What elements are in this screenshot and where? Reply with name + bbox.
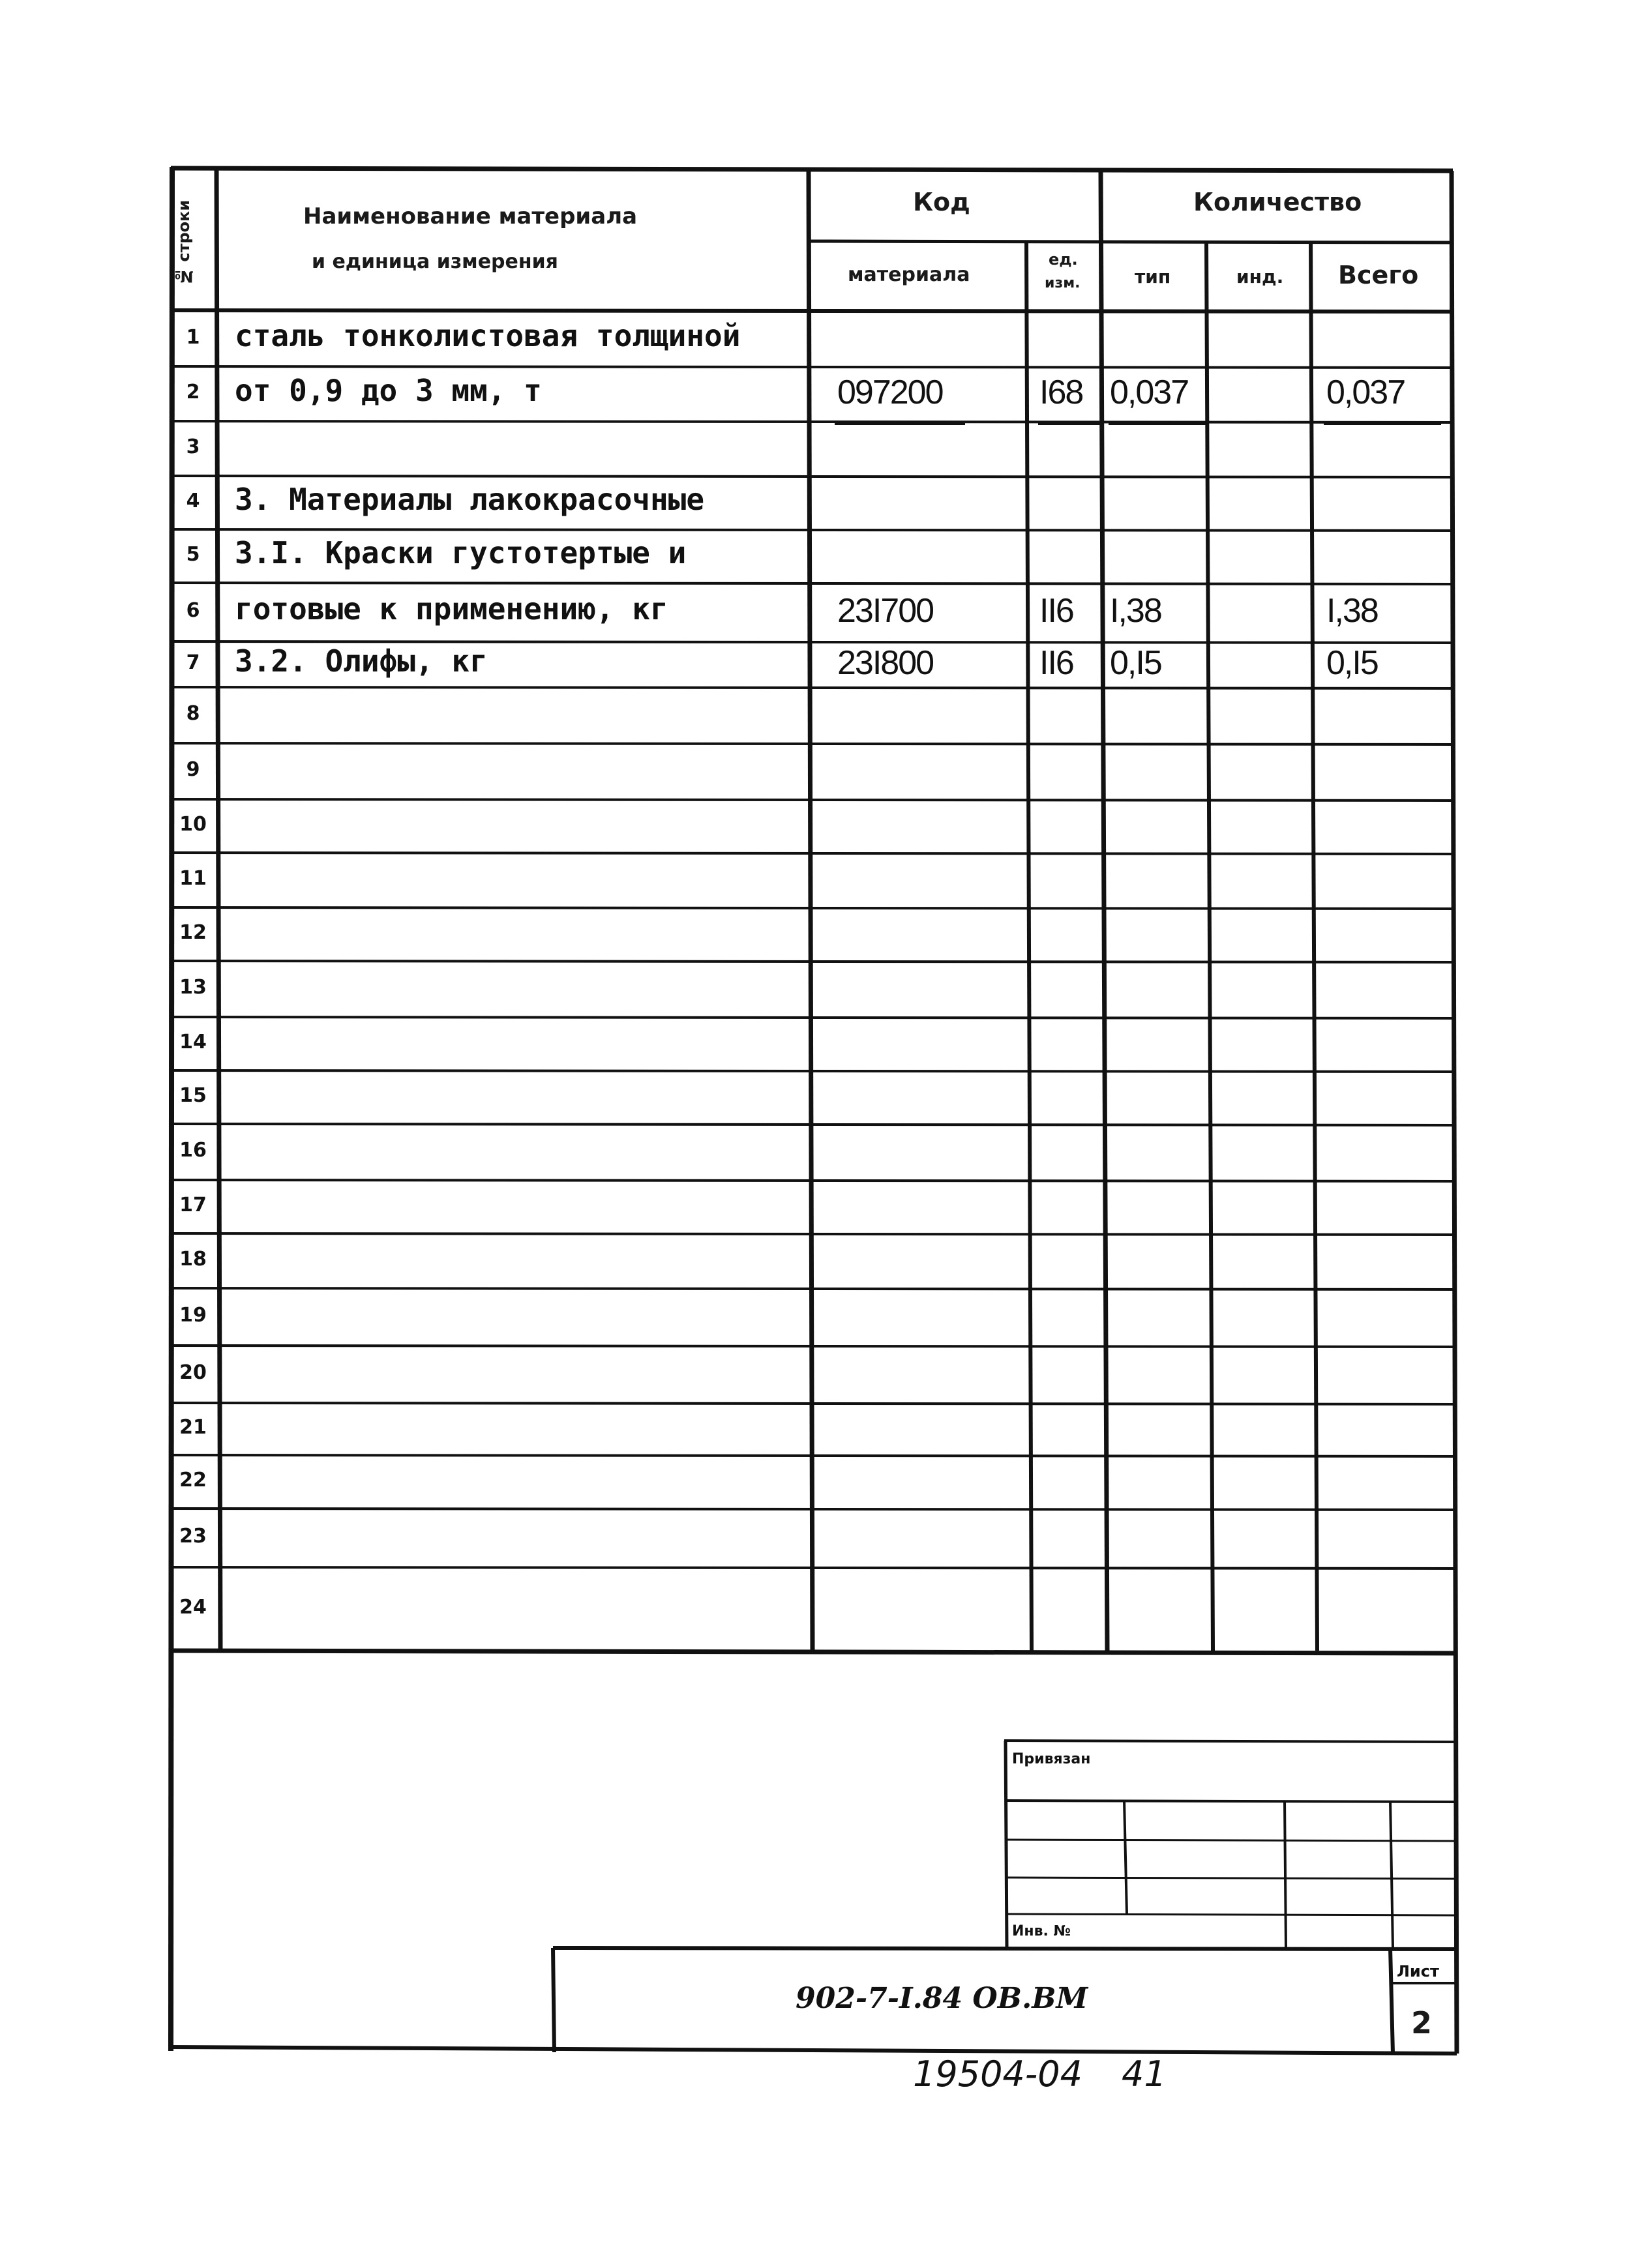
row-line	[171, 421, 1454, 422]
row-line	[171, 366, 1454, 368]
row-number: 9	[186, 758, 200, 781]
privyazan-label: Привязан	[1012, 1751, 1091, 1767]
page-number: 41	[1122, 2054, 1167, 2095]
row-line	[171, 583, 1454, 584]
row-name: готовые к применению, кг	[235, 591, 668, 626]
row-number: 14	[179, 1031, 207, 1053]
row-number: 8	[186, 702, 200, 725]
row-line	[171, 799, 1454, 801]
header-code-unit: ед.	[1049, 250, 1078, 269]
row-line	[171, 743, 1454, 744]
header-code: Код	[913, 188, 970, 216]
row-number: 16	[179, 1139, 207, 1162]
row-number: 10	[179, 813, 207, 836]
row-number: 6	[186, 599, 200, 622]
document-designation: 902-7-I.84 ОВ.ВМ	[796, 1982, 1088, 2015]
row-line	[171, 1403, 1454, 1404]
row-number: 24	[179, 1596, 207, 1619]
row-line	[171, 1233, 1454, 1235]
row-line	[171, 1567, 1454, 1568]
row-line	[171, 476, 1454, 477]
row-line	[171, 961, 1454, 962]
row-line	[171, 1509, 1454, 1510]
row-name: 3.2. Олифы, кг	[235, 643, 488, 679]
row-number: 5	[186, 543, 200, 566]
header-qty-total: Всего	[1338, 261, 1419, 289]
row-line	[171, 1070, 1454, 1072]
row-number: 15	[179, 1084, 207, 1107]
row-line	[171, 687, 1454, 688]
row-number: 23	[179, 1525, 207, 1548]
inv-no-label: Инв. №	[1012, 1923, 1071, 1939]
header-name-unit: и единица измерения	[312, 250, 558, 273]
row-number: 4	[186, 490, 200, 512]
row-number: 18	[179, 1248, 207, 1271]
row-material-code: 23I700	[837, 592, 934, 630]
row-line	[171, 1455, 1454, 1456]
row-unit-code: I68	[1039, 374, 1083, 411]
row-name: 3.I. Краски густотертые и	[235, 535, 687, 570]
row-number: 22	[179, 1469, 207, 1492]
header-code-material: материала	[848, 263, 970, 286]
row-qty-type: 0,I5	[1110, 644, 1161, 682]
row-line	[171, 1180, 1454, 1181]
row-number: 2	[186, 381, 200, 404]
row-name: сталь тонколистовая толщиной	[235, 318, 741, 353]
row-name: 3. Материалы лакокрасочные	[235, 482, 705, 517]
header-code-unit-2: изм.	[1045, 275, 1081, 291]
row-qty-total: 0,I5	[1326, 644, 1378, 682]
row-unit-code: II6	[1039, 592, 1073, 630]
row-number: 11	[179, 867, 207, 890]
row-name: от 0,9 до 3 мм, т	[235, 373, 542, 408]
row-line	[171, 529, 1454, 531]
row-line	[171, 641, 1454, 643]
row-material-code: 097200	[837, 374, 943, 411]
row-qty-type: 0,037	[1110, 374, 1189, 411]
row-number: 21	[179, 1416, 207, 1439]
row-line	[171, 853, 1454, 854]
sheet-number: 2	[1411, 2005, 1433, 2040]
row-number: 7	[186, 651, 200, 674]
header-quantity: Количество	[1193, 188, 1362, 216]
row-line	[171, 1017, 1454, 1018]
row-number: 1	[186, 326, 200, 349]
row-line	[171, 1124, 1454, 1125]
row-line	[171, 1346, 1454, 1347]
row-material-code: 23I800	[837, 644, 934, 682]
row-number: 20	[179, 1361, 207, 1384]
row-number: 12	[179, 921, 207, 944]
row-line	[171, 907, 1454, 909]
row-number: 13	[179, 976, 207, 999]
header-row-no: № строки	[175, 199, 193, 286]
header-qty-type: тип	[1135, 266, 1171, 287]
row-number: 19	[179, 1304, 207, 1327]
header-name: Наименование материала	[303, 203, 638, 229]
row-number: 3	[186, 435, 200, 458]
row-unit-code: II6	[1039, 644, 1073, 682]
sheet-label: Лист	[1397, 1962, 1439, 1981]
row-line	[171, 1288, 1454, 1289]
row-qty-total: 0,037	[1326, 374, 1405, 411]
header-qty-ind: инд.	[1236, 266, 1284, 287]
row-qty-type: I,38	[1110, 592, 1161, 630]
archive-number: 19504-04	[913, 2054, 1082, 2095]
row-number: 17	[179, 1194, 207, 1216]
row-qty-total: I,38	[1326, 592, 1378, 630]
